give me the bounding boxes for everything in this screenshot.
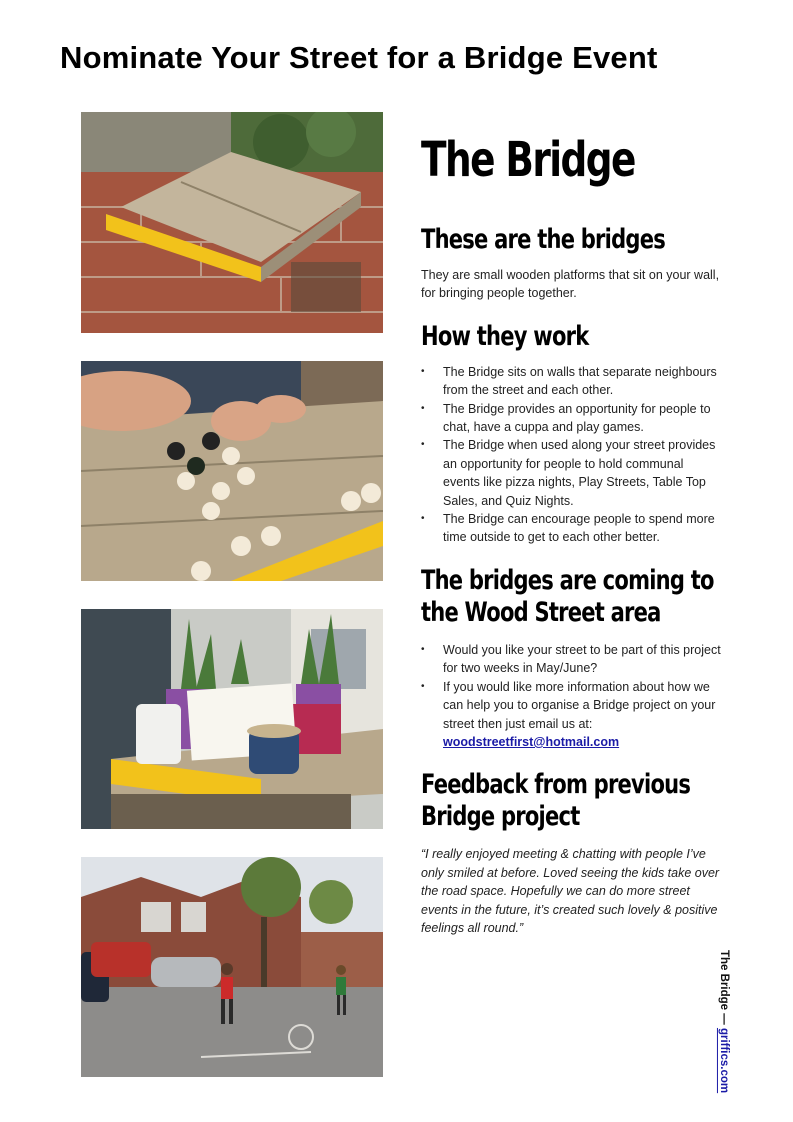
feedback-quote: “I really enjoyed meeting & chatting with people I’ve only smiled at before. Loved seeing the kids take over the road space. Hopefully we can do more street events in the future, it’s created such lovely & positive feelings all round.” [421,847,720,935]
email-link[interactable]: woodstreetfirst@hotmail.com [443,734,620,749]
photo-bridge-on-wall [81,112,383,333]
footer-link[interactable]: griffics.com [718,1027,730,1094]
page-headline: Nominate Your Street for a Bridge Event [60,40,658,75]
list-item-text: If you would like more information about how we can help you to organise a Bridge project on your street then just email us at: [443,679,716,731]
list-item: • The Bridge sits on walls that separate neighbours from the street and each other. [421,363,721,400]
list-item: • The Bridge when used along your street provides an opportunity for people to hold communal events like pizza nights, Play Streets, Table Top Sales, and Quiz Nights. [421,436,721,510]
photo-plants-on-bridge [81,609,383,829]
heading-these-are-the-bridges: These are the bridges [421,224,665,255]
photo-street-play [81,857,383,1077]
list-item: • Would you like your street to be part of this project for two weeks in May/June? [421,641,721,678]
heading-line: Feedback from previous [421,769,691,801]
footer-label: The Bridge — [718,950,730,1028]
list-item: • The Bridge provides an opportunity for people to chat, have a cuppa and play games. [421,400,721,437]
heading-line: the Wood Street area [421,596,661,628]
list-item: • The Bridge can encourage people to spend more time outside to get to each other better. [421,510,721,547]
bridges-description: They are small wooden platforms that sit on your wall, for bringing people together. [421,268,720,301]
list-item [421,678,721,752]
side-footer [718,950,730,1093]
heading-how-they-work: How they work [421,320,589,352]
page-title: The Bridge [421,132,635,188]
how-list [421,363,721,547]
photo-games-on-bridge [81,361,383,581]
heading-line: Bridge project [421,801,580,833]
coming-list [421,641,721,751]
heading-feedback [421,769,721,833]
content-column [421,130,721,937]
heading-line: The bridges are coming to [421,564,714,596]
heading-coming-to-wood-street [421,565,721,629]
